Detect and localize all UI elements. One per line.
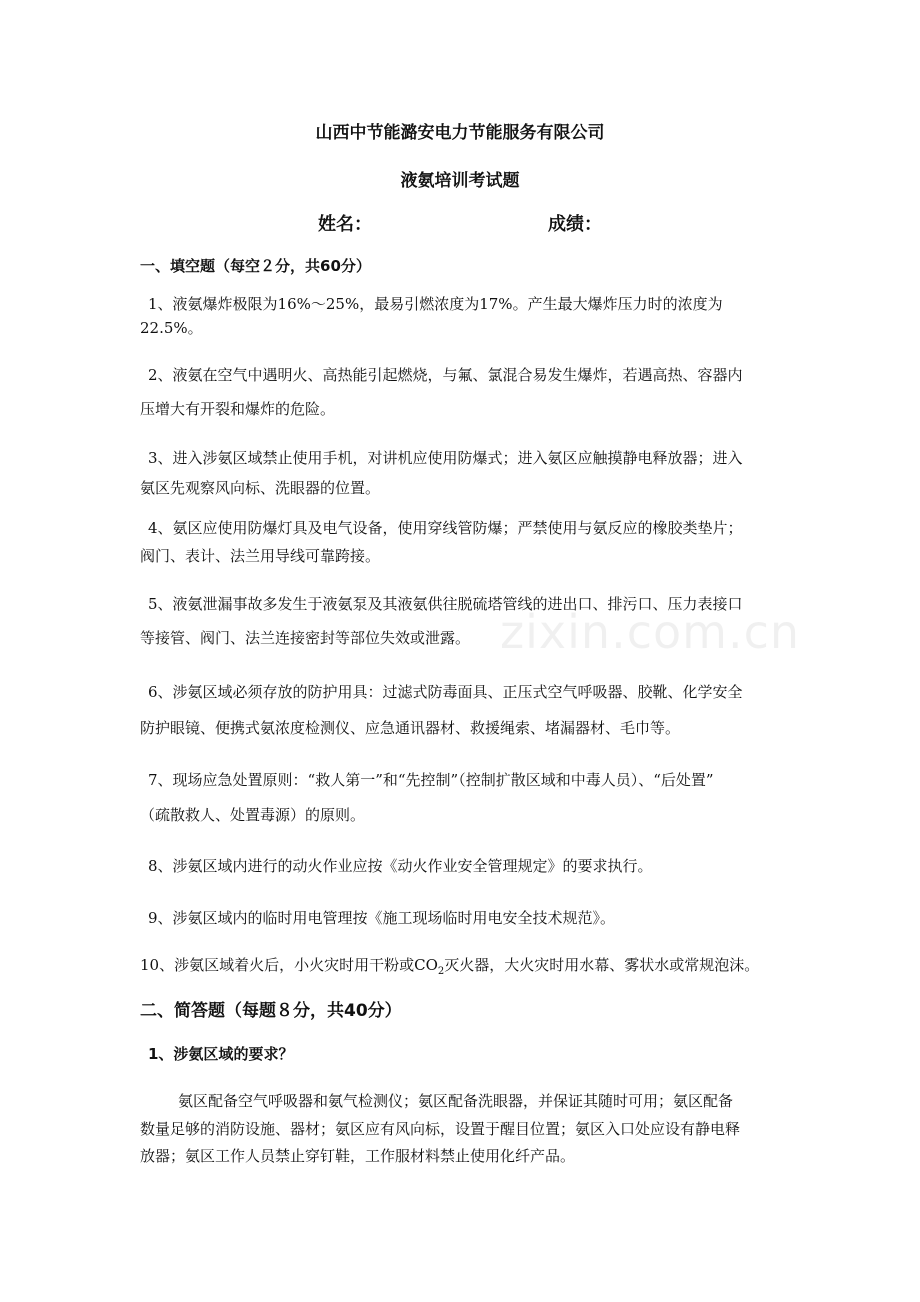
item-10-part1: 10、涉氨区域着火后，小火灾时用干粉或CO [140,956,438,974]
item-5-line2: 等接管、阀门、法兰连接密封等部位失效或泄露。 [140,629,471,647]
item-10-part2: 灭火器，大火灾时用水幕、雾状水或常规泡沫。 [444,956,760,974]
answer-1-line2: 数量足够的消防设施、器材；氨区应有风向标，设置于醒目位置；氨区入口处应设有静电释 [140,1120,741,1138]
score-label: 成绩： [548,214,602,235]
item-4-line2: 阀门、表计、法兰用导线可靠跨接。 [140,547,381,565]
section1-heading: 一、填空题（每空２分，共60分） [140,257,371,275]
item-8: 8、涉氨区域内进行的动火作业应按《动火作业安全管理规定》的要求执行。 [148,857,653,875]
company-title: 山西中节能潞安电力节能服务有限公司 [315,123,605,143]
answer-1-line3: 放器；氨区工作人员禁止穿钉鞋，工作服材料禁止使用化纤产品。 [140,1147,576,1165]
item-3-line2: 氨区先观察风向标、洗眼器的位置。 [140,479,381,497]
item-9: 9、涉氨区域内的临时用电管理按《施工现场临时用电安全技术规范》。 [148,909,616,927]
item-7-line1: 7、现场应急处置原则：“救人第一”和“先控制”（控制扩散区域和中毒人员）、“后处置” [148,771,714,789]
item-5-line1: 5、液氨泄漏事故多发生于液氨泵及其液氨供往脱硫塔管线的进出口、排污口、压力表接口 [148,595,743,613]
item-1-line1: 1、液氨爆炸极限为16%～25%，最易引燃浓度为17%。产生最大爆炸压力时的浓度为 [148,295,723,313]
watermark: zixin.com.cn [500,605,801,659]
item-10-subscript: 2 [437,966,445,977]
item-2-line1: 2、液氨在空气中遇明火、高热能引起燃烧，与氟、氯混合易发生爆炸，若遇高热、容器内 [148,366,743,384]
name-label: 姓名： [318,214,372,235]
item-4-line1: 4、氨区应使用防爆灯具及电气设备，使用穿线管防爆；严禁使用与氨反应的橡胶类垫片； [148,519,743,537]
item-10 [140,955,759,979]
question-1: 1、涉氨区域的要求？ [148,1045,294,1063]
item-6-line2: 防护眼镜、便携式氨浓度检测仪、应急通讯器材、救援绳索、堵漏器材、毛巾等。 [140,719,681,737]
answer-1-line1: 氨区配备空气呼吸器和氨气检测仪；氨区配备洗眼器，并保证其随时可用；氨区配备 [178,1092,734,1110]
section2-heading: 二、简答题（每题８分，共40分） [140,1001,402,1021]
item-1-line2: 22.5%。 [140,319,203,337]
exam-title: 液氨培训考试题 [400,171,520,191]
item-2-line2: 压增大有开裂和爆炸的危险。 [140,400,336,418]
item-7-line2: （疏散救人、处置毒源）的原则。 [140,806,366,824]
item-3-line1: 3、进入涉氨区域禁止使用手机，对讲机应使用防爆式；进入氨区应触摸静电释放器；进入 [148,449,743,467]
item-6-line1: 6、涉氨区域必须存放的防护用具：过滤式防毒面具、正压式空气呼吸器、胶靴、化学安全 [148,683,743,701]
